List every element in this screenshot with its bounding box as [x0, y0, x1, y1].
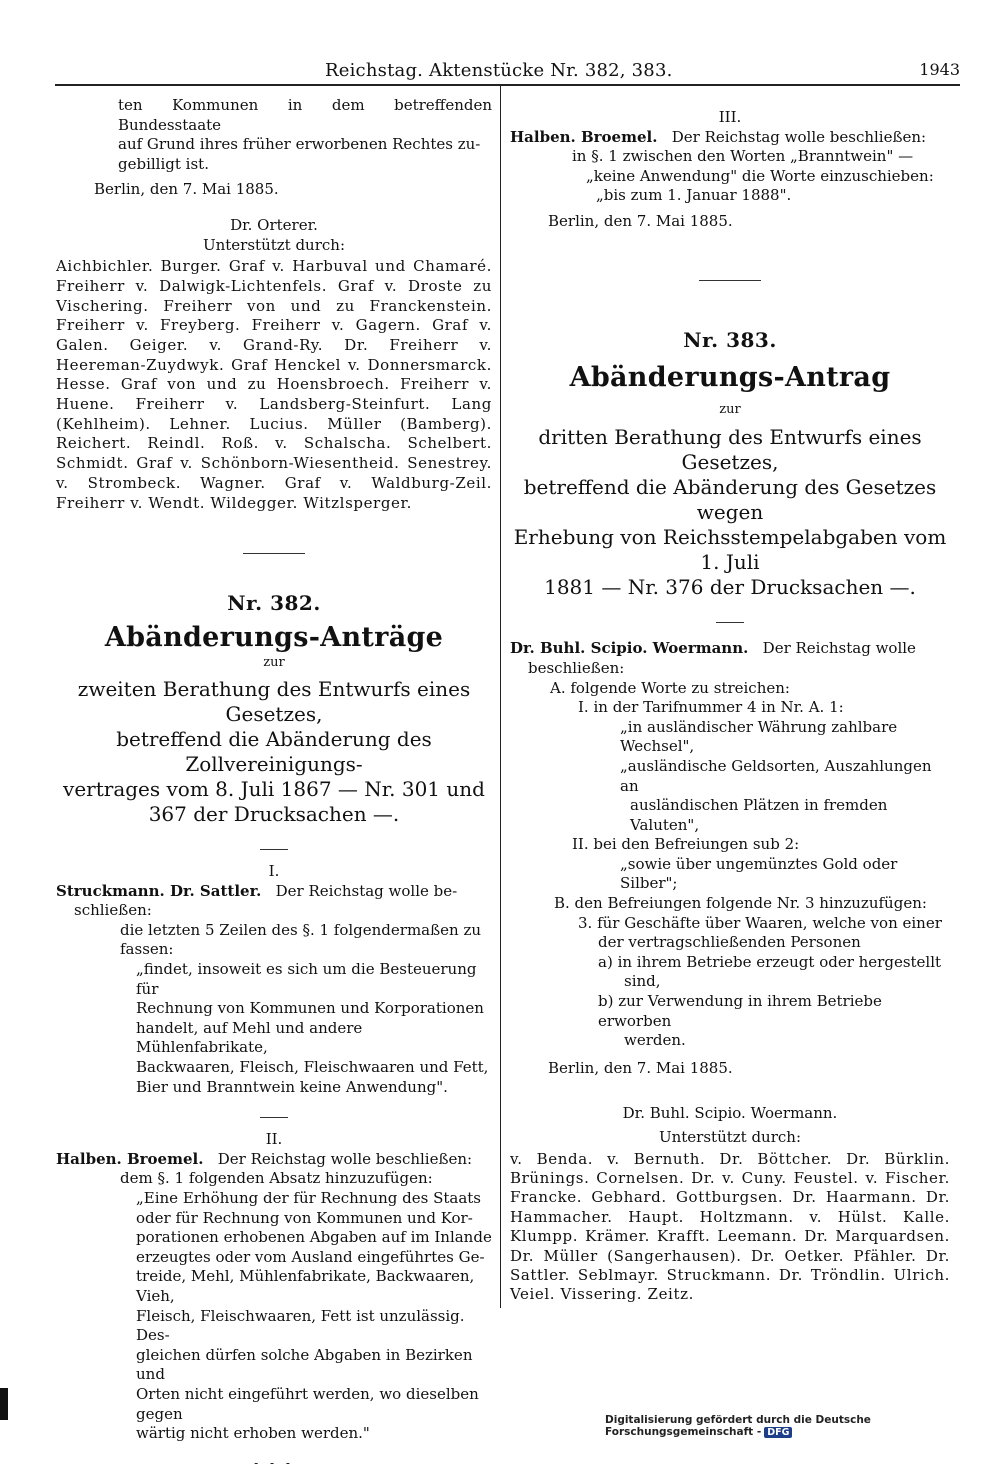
- section-3: [510, 128, 950, 232]
- title-connector: zur: [263, 655, 285, 671]
- column-divider: [500, 86, 501, 1308]
- text-line: werden.: [624, 1031, 686, 1050]
- quote-line: Backwaaren, Fleisch, Fleischwaaren und Fett,: [136, 1058, 489, 1077]
- quote-line: „sowie über ungemünztes Gold oder Silber";: [620, 854, 898, 893]
- separator: [699, 280, 761, 281]
- quote-line: „ausländische Geldsorten, Auszahlungen an: [620, 756, 932, 795]
- signers: Dr. Buhl. Scipio. Woermann.: [622, 1104, 838, 1123]
- text-line: beschließen:: [528, 658, 625, 677]
- section-number: II.: [265, 1130, 283, 1149]
- text-line: die letzten 5 Zeilen des §. 1 folgendermaßen zu: [120, 920, 482, 939]
- motion-text: Der Reichstag wolle beschließen:: [671, 127, 927, 146]
- movers: Halben. Broemel.: [510, 127, 658, 146]
- document-title: Abänderungs-Anträge: [104, 621, 444, 653]
- separator: [260, 1117, 288, 1118]
- subtitle-line: Erhebung von Reichsstempelabgaben vom 1. Juli: [513, 525, 947, 575]
- point-a: A. folgende Worte zu streichen:: [550, 678, 790, 697]
- text-line: schließen:: [74, 901, 152, 920]
- subtitle-line: betreffend die Abänderung des Gesetzes wegen: [523, 475, 937, 525]
- section-1: [56, 882, 492, 1098]
- text-line: „keine Anwendung" die Worte einzuschieben:: [586, 166, 934, 185]
- quote-line: Bier und Branntwein keine Anwendung".: [136, 1077, 448, 1096]
- header-rule: [55, 84, 960, 86]
- quote-line: ausländischen Plätzen in fremden Valuten",: [630, 796, 888, 834]
- text-line: „bis zum 1. Januar 1888".: [596, 186, 792, 205]
- date-line: Berlin, den 7. Mai 1885.: [548, 211, 733, 230]
- movers: Struckmann. Dr. Sattler.: [56, 881, 262, 900]
- left-column: [56, 96, 492, 1473]
- document-number: Nr. 382.: [227, 591, 321, 616]
- separator: [243, 553, 305, 554]
- quoted-text: [56, 960, 492, 1097]
- point-bb: b) zur Verwendung in ihrem Betriebe erworben: [598, 992, 882, 1030]
- supported-by-label: Unterstützt durch:: [658, 1128, 802, 1146]
- text-line: der vertragschließenden Personen: [598, 933, 861, 952]
- section-number: I.: [268, 862, 280, 881]
- quote-line: Orten nicht eingeführt werden, wo dieselben gegen: [136, 1384, 479, 1423]
- dfg-logo-icon: DFG: [764, 1427, 792, 1438]
- subtitle-line: dritten Berathung des Entwurfs eines Gesetzes,: [538, 425, 922, 475]
- subtitle-line: zweiten Berathung des Entwurfs eines Gesetzes,: [77, 677, 471, 727]
- title-connector: zur: [719, 401, 741, 417]
- document-title: Abänderungs-Antrag: [569, 362, 891, 394]
- quote-line: handelt, auf Mehl und andere Mühlenfabrikate,: [136, 1018, 363, 1057]
- page-header: [55, 60, 960, 86]
- document-number: Nr. 383.: [683, 327, 777, 352]
- quote-line: „in ausländischer Währung zahlbare Wechsel",: [620, 717, 898, 756]
- quote-line: erzeugtes oder vom Ausland eingeführtes Ge-: [136, 1247, 485, 1266]
- signer: Dr. Orterer.: [230, 215, 318, 234]
- supporters-list: Aichbichler. Burger. Graf v. Harbuval und Chamaré. Freiherr v. Dalwigk-Lichtenfels. Graf v. Droste zu Vischering. Freiherr von und zu Franckenstein. Freiherr v. Freyberg. Freiherr v. Gagern. Graf v. Galen. Geiger. v. Grand-Ry. Dr. Freiherr v. Heereman-Zuydwyk. Graf Henckel v. Donnersmarck. Hesse. Graf von und zu Hoensbroech. Freiherr v. Huene. Freiherr v. Landsberg-Steinfurt. Lang (Kehlheim). Lehner. Lucius. Müller (Bamberg). Reichert. Reindl. Roß. v. Schalscha. Schelbert. Schmidt. Graf v. Schönborn-Wiesentheid. Senestrey. v. Strombeck. Wagner. Graf v. Waldburg-Zeil. Freiherr v. Wendt. Wildegger. Witzlsperger.: [56, 257, 492, 512]
- footer-text: Digitalisierung gefördert durch die Deutsche Forschungsgemeinschaft -: [605, 1414, 871, 1438]
- text-line: sind,: [624, 972, 661, 991]
- subtitle-line: betreffend die Abänderung des Zollvereinigungs-: [116, 727, 432, 777]
- right-column: [510, 96, 950, 1305]
- point-ba: a) in ihrem Betriebe erzeugt oder hergestellt: [598, 952, 942, 971]
- quote-line: gleichen dürfen solche Abgaben in Bezirken und: [136, 1345, 473, 1384]
- section-number: III.: [718, 108, 742, 126]
- footer: [605, 1414, 1000, 1438]
- movers: Dr. Buhl. Scipio. Woermann.: [510, 639, 749, 658]
- document-subtitle: [510, 425, 950, 600]
- quote-line: „Eine Erhöhung der für Rechnung des Staats: [136, 1188, 481, 1207]
- quote-line: treide, Mehl, Mühlenfabrikate, Backwaaren, Vieh,: [136, 1267, 475, 1305]
- motion-text: Der Reichstag wolle beschließen:: [217, 1149, 473, 1168]
- point-a2: II. bei den Befreiungen sub 2:: [572, 835, 800, 854]
- quote-line: porationen erhobenen Abgaben auf im Inlande: [136, 1228, 492, 1247]
- quote-line: Fleisch, Fleischwaaren, Fett ist unzulässig. Des-: [136, 1306, 465, 1345]
- quote-line: wärtig nicht erhoben werden.": [136, 1424, 370, 1443]
- page-number: 1943: [919, 60, 960, 79]
- motion-text: Der Reichstag wolle: [762, 639, 916, 658]
- text-line: fassen:: [120, 940, 174, 959]
- subtitle-line: vertrages vom 8. Juli 1867 — Nr. 301 und: [63, 777, 485, 802]
- date-line: Berlin, den 7. Mai 1885.: [548, 1058, 733, 1077]
- date-line: Berlin, den 7. Mai 1885.: [94, 180, 279, 199]
- motion-383: [510, 639, 950, 1050]
- point-b: B. den Befreiungen folgende Nr. 3 hinzuzufügen:: [554, 894, 927, 913]
- scan-edge-mark: [0, 1388, 8, 1420]
- point-a1: I. in der Tarifnummer 4 in Nr. A. 1:: [578, 698, 844, 717]
- quote-line: oder für Rechnung von Kommunen und Kor-: [136, 1208, 473, 1227]
- intro-text: [56, 96, 492, 174]
- separator: [260, 849, 288, 850]
- text-line: gebilligt ist.: [118, 154, 209, 173]
- text-line: ten Kommunen in dem betreffenden Bundesstaate: [118, 96, 492, 134]
- subtitle-line: 367 der Drucksachen —.: [148, 802, 400, 827]
- running-title: Reichstag. Aktenstücke Nr. 382, 383.: [325, 60, 673, 81]
- subtitle-line: 1881 — Nr. 376 der Drucksachen —.: [544, 575, 916, 600]
- separator: [716, 622, 744, 623]
- quoted-text: [56, 1189, 492, 1444]
- movers: Halben. Broemel.: [56, 1149, 204, 1168]
- quote-line: „findet, insoweit es sich um die Besteuerung für: [136, 960, 477, 998]
- supported-by-label: Unterstützt durch:: [202, 235, 346, 254]
- instruction: dem §. 1 folgenden Absatz hinzuzufügen:: [120, 1169, 433, 1188]
- supporters-list: v. Benda. v. Bernuth. Dr. Böttcher. Dr. Bürklin. Brünings. Cornelsen. Dr. v. Cuny. Feustel. v. Fischer. Francke. Gebhard. Gottburgsen. Dr. Haarmann. Dr. Hammacher. Haupt. Holtzmann. v. Hülst. Kalle. Klumpp. Krämer. Krafft. Leemann. Dr. Marquardsen. Dr. Müller (Sangerhausen). Dr. Oetker. Pfähler. Dr. Sattler. Seblmayr. Struckmann. Dr. Tröndlin. Ulrich. Veiel. Vissering. Zeitz.: [510, 1149, 950, 1304]
- text-line: auf Grund ihres früher erworbenen Rechtes zu-: [118, 135, 481, 154]
- section-2: [56, 1150, 492, 1473]
- quote-line: Rechnung von Kommunen und Korporationen: [136, 999, 484, 1018]
- text-line: in §. 1 zwischen den Worten „Branntwein" —: [572, 147, 914, 166]
- end-dashes: - - -: [254, 1455, 294, 1470]
- point-b3: 3. für Geschäfte über Waaren, welche von einer: [578, 913, 942, 932]
- document-subtitle: [56, 677, 492, 827]
- motion-text: Der Reichstag wolle be-: [275, 881, 458, 900]
